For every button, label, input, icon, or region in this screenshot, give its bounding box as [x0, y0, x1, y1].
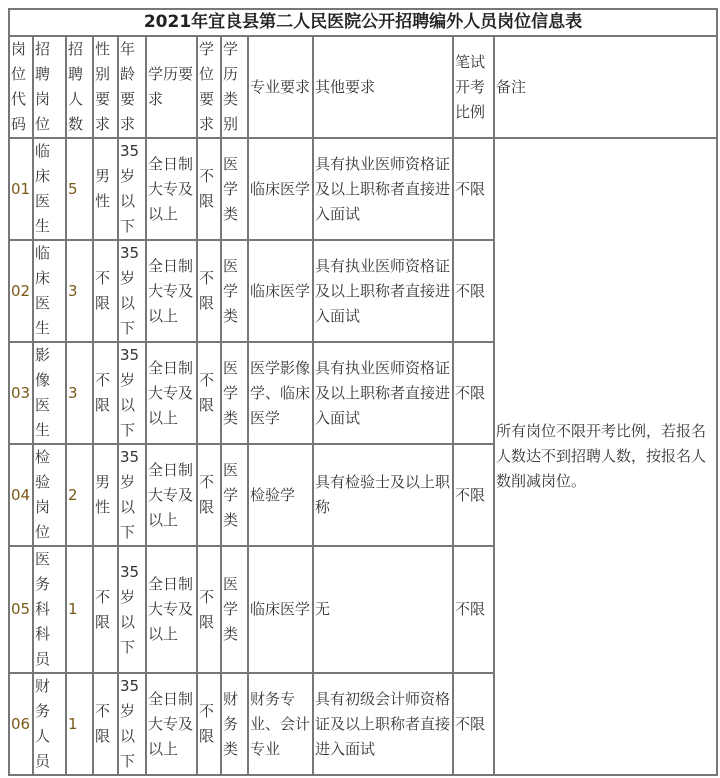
cell-gender: 不限 [93, 342, 118, 444]
column-header: 备注 [494, 36, 717, 138]
column-header: 招聘岗位 [33, 36, 66, 138]
cell-edu-type: 医学类 [221, 342, 248, 444]
cell-other: 具有执业医师资格证及以上职称者直接进入面试 [313, 240, 453, 342]
cell-degree: 不限 [197, 138, 221, 240]
column-header: 岗位代码 [9, 36, 33, 138]
cell-code: 06 [9, 673, 33, 775]
cell-post: 检验岗位 [33, 444, 66, 546]
cell-code: 05 [9, 546, 33, 673]
cell-gender: 不限 [93, 240, 118, 342]
cell-post: 临床医生 [33, 240, 66, 342]
cell-gender: 男性 [93, 444, 118, 546]
cell-degree: 不限 [197, 240, 221, 342]
column-header: 专业要求 [248, 36, 313, 138]
cell-ratio: 不限 [453, 673, 494, 775]
cell-code: 01 [9, 138, 33, 240]
column-header: 学历要求 [146, 36, 197, 138]
cell-edu: 全日制大专及以上 [146, 240, 197, 342]
cell-edu: 全日制大专及以上 [146, 546, 197, 673]
cell-edu-type: 医学类 [221, 138, 248, 240]
table-title: 2021年宜良县第二人民医院公开招聘编外人员岗位信息表 [9, 9, 717, 36]
cell-edu-type: 医学类 [221, 546, 248, 673]
cell-count: 2 [66, 444, 93, 546]
column-header: 性别要求 [93, 36, 118, 138]
column-header: 学历类别 [221, 36, 248, 138]
cell-post: 临床医生 [33, 138, 66, 240]
recruitment-table [8, 8, 718, 776]
cell-ratio: 不限 [453, 240, 494, 342]
column-header: 年龄要求 [118, 36, 146, 138]
cell-major: 财务专业、会计专业 [248, 673, 313, 775]
column-header: 学位要求 [197, 36, 221, 138]
cell-age: 35岁以下 [118, 240, 146, 342]
cell-code: 03 [9, 342, 33, 444]
cell-edu: 全日制大专及以上 [146, 673, 197, 775]
cell-count: 3 [66, 342, 93, 444]
cell-count: 1 [66, 546, 93, 673]
column-header: 招聘人数 [66, 36, 93, 138]
cell-edu-type: 医学类 [221, 444, 248, 546]
cell-degree: 不限 [197, 342, 221, 444]
cell-age: 35岁以下 [118, 546, 146, 673]
cell-edu-type: 财务类 [221, 673, 248, 775]
cell-count: 1 [66, 673, 93, 775]
cell-edu: 全日制大专及以上 [146, 342, 197, 444]
table-row [9, 138, 717, 240]
cell-other: 具有执业医师资格证及以上职称者直接进入面试 [313, 138, 453, 240]
cell-gender: 不限 [93, 673, 118, 775]
cell-post: 医务科科员 [33, 546, 66, 673]
column-header: 其他要求 [313, 36, 453, 138]
cell-code: 02 [9, 240, 33, 342]
cell-major: 临床医学 [248, 546, 313, 673]
cell-degree: 不限 [197, 546, 221, 673]
cell-edu: 全日制大专及以上 [146, 138, 197, 240]
cell-other: 无 [313, 546, 453, 673]
cell-degree: 不限 [197, 673, 221, 775]
cell-major: 临床医学 [248, 138, 313, 240]
header-row [9, 36, 717, 138]
cell-major: 医学影像学、临床医学 [248, 342, 313, 444]
cell-post: 影像医生 [33, 342, 66, 444]
cell-ratio: 不限 [453, 546, 494, 673]
cell-count: 5 [66, 138, 93, 240]
column-header: 笔试开考比例 [453, 36, 494, 138]
cell-age: 35岁以下 [118, 444, 146, 546]
cell-count: 3 [66, 240, 93, 342]
cell-other: 具有执业医师资格证及以上职称者直接进入面试 [313, 342, 453, 444]
cell-ratio: 不限 [453, 444, 494, 546]
cell-ratio: 不限 [453, 342, 494, 444]
cell-ratio: 不限 [453, 138, 494, 240]
cell-code: 04 [9, 444, 33, 546]
cell-degree: 不限 [197, 444, 221, 546]
cell-age: 35岁以下 [118, 673, 146, 775]
cell-edu-type: 医学类 [221, 240, 248, 342]
cell-age: 35岁以下 [118, 138, 146, 240]
cell-major: 临床医学 [248, 240, 313, 342]
cell-other: 具有初级会计师资格证及以上职称者直接进入面试 [313, 673, 453, 775]
cell-edu: 全日制大专及以上 [146, 444, 197, 546]
cell-post: 财务人员 [33, 673, 66, 775]
cell-gender: 男性 [93, 138, 118, 240]
cell-major: 检验学 [248, 444, 313, 546]
remark-cell: 所有岗位不限开考比例，若报名人数达不到招聘人数，按报名人数削减岗位。 [494, 138, 717, 775]
cell-age: 35岁以下 [118, 342, 146, 444]
cell-other: 具有检验士及以上职称 [313, 444, 453, 546]
cell-gender: 不限 [93, 546, 118, 673]
